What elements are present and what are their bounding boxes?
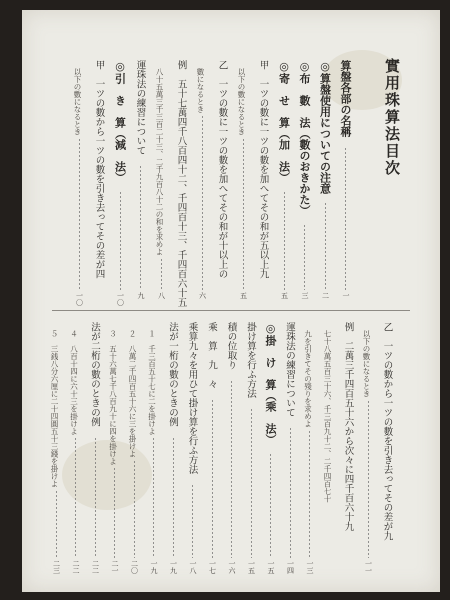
toc-entry[interactable]: 甲 一ツの數から一ツの數を引き去ってその差が四: [93, 60, 105, 279]
toc-entry[interactable]: 以下の數になるとき: [73, 68, 82, 136]
dot-leader: [290, 427, 291, 558]
toc-entry[interactable]: 甲 一ツの數に一ツの數を加へてその和が五以上九: [257, 60, 269, 279]
page-number: 一三: [306, 560, 314, 574]
dot-leader: [120, 191, 121, 290]
toc-entry[interactable]: ◎布 數 法（數のおきかた）: [298, 60, 311, 216]
toc-entry[interactable]: 例 二萬三千四百五十六から次々に四千百六十九: [342, 322, 354, 531]
dot-leader: [134, 460, 135, 559]
dot-leader: [304, 224, 305, 290]
dot-leader: [368, 400, 369, 559]
page-number: 二〇: [130, 560, 139, 574]
toc-entry[interactable]: 例 五十七萬四千八百四十二、千四百十三、千四百六十五: [175, 60, 187, 307]
toc-entry[interactable]: 算盤各部の名稱: [339, 60, 352, 137]
page-number: 二二: [72, 560, 80, 574]
page-number: 五: [280, 292, 289, 299]
section-divider: [52, 310, 410, 311]
toc-entry[interactable]: ◎掛 け 算（乘 法）: [264, 322, 277, 445]
dot-leader: [212, 399, 213, 559]
dot-leader: [231, 380, 232, 559]
dot-leader: [114, 467, 115, 558]
page-number: 八: [157, 292, 166, 299]
page-number: 一一: [364, 560, 373, 574]
page-number: 一六: [228, 560, 236, 574]
page-number: 二一: [111, 560, 119, 574]
toc-entry[interactable]: １ 千三百五十七に二を掛けよ: [147, 330, 157, 435]
dot-leader: [56, 490, 57, 559]
book-page: [22, 10, 440, 592]
toc-entry[interactable]: ◎算盤使用についての注意: [318, 60, 332, 194]
dot-leader: [192, 484, 193, 558]
page-number: 二: [321, 292, 330, 299]
page-number: 一四: [286, 560, 295, 574]
toc-title: 實用珠算法目次: [383, 58, 401, 177]
page-number: 一: [342, 292, 350, 299]
page-number: 一九: [169, 560, 178, 574]
toc-entry[interactable]: 以下の數になるとき: [237, 68, 246, 136]
toc-entry[interactable]: ３ 五十六萬七千八百九十に四を掛けよ: [108, 330, 118, 465]
toc-entry[interactable]: 以下の數になるとき: [362, 330, 371, 398]
toc-entry[interactable]: 乘算九々を用ひて掛け算を行ふ方法: [186, 322, 198, 474]
toc-entry[interactable]: 運珠法の練習について: [284, 322, 295, 417]
page-number: 一五: [267, 560, 275, 574]
dot-leader: [243, 138, 244, 291]
page-number: 一七: [208, 560, 217, 574]
toc-entry[interactable]: 運珠法の練習について: [134, 60, 146, 155]
toc-entry[interactable]: ４ 八百十四に六十三を掛けよ: [69, 330, 79, 435]
page-number: 一〇: [116, 292, 125, 306]
page-number: 一五: [247, 560, 256, 574]
dot-leader: [140, 165, 141, 290]
page-number: 六: [198, 292, 207, 299]
dot-leader: [95, 437, 96, 559]
dot-leader: [325, 202, 326, 290]
toc-entry[interactable]: 八十五萬三千三百二十三、二千九百八十二の和を求めよ: [155, 68, 164, 256]
toc-entry[interactable]: 乙 一ツの數に一ツの數を加へてその和が十以上の: [216, 60, 228, 279]
page-number: 一八: [189, 560, 197, 574]
toc-entry[interactable]: 法が二桁の數のときの例: [89, 322, 100, 427]
toc-entry[interactable]: ◎寄 せ 算（加 法）: [277, 60, 291, 183]
page-number: 五: [239, 292, 248, 299]
dot-leader: [79, 138, 80, 291]
dot-leader: [345, 147, 346, 290]
toc-entry[interactable]: 乘 算 九 々: [206, 322, 217, 389]
toc-entry[interactable]: 法が一桁の數のときの例: [167, 322, 178, 427]
page-number: 一九: [150, 560, 158, 574]
page-number: 三: [301, 292, 309, 299]
toc-entry[interactable]: 掛け算を行ふ方法: [245, 322, 256, 398]
dot-leader: [309, 430, 310, 559]
toc-entry[interactable]: 九を引きてその殘りを求めよ: [303, 330, 313, 428]
toc-entry[interactable]: ５ 三銭八分六厘に二十四圓五十三錢を掛けよ: [50, 330, 59, 488]
toc-entry[interactable]: ２ 八萬二千四百五十六に三を掛けよ: [128, 330, 137, 458]
toc-entry[interactable]: ◎引 き 算（減 法）: [113, 60, 127, 183]
dot-leader: [161, 258, 162, 291]
toc-entry[interactable]: 乙 一ツの數から一ツの數を引き去ってその差が九: [381, 322, 393, 541]
dot-leader: [75, 437, 76, 558]
toc-entry[interactable]: 積の位取り: [225, 322, 237, 370]
page-number: 一〇: [75, 292, 84, 306]
toc-entry[interactable]: 七十八萬五百三十六、千三百九十二、二千四百七十: [323, 330, 332, 503]
dot-leader: [251, 408, 252, 558]
page-number: 二三: [52, 560, 61, 574]
page-number: 二二: [91, 560, 100, 574]
toc-entry[interactable]: 數になるとき: [196, 68, 205, 113]
page-number: 九: [137, 292, 145, 299]
dot-leader: [173, 437, 174, 559]
dot-leader: [284, 191, 285, 290]
dot-leader: [202, 115, 203, 290]
dot-leader: [270, 453, 271, 558]
dot-leader: [153, 437, 154, 558]
